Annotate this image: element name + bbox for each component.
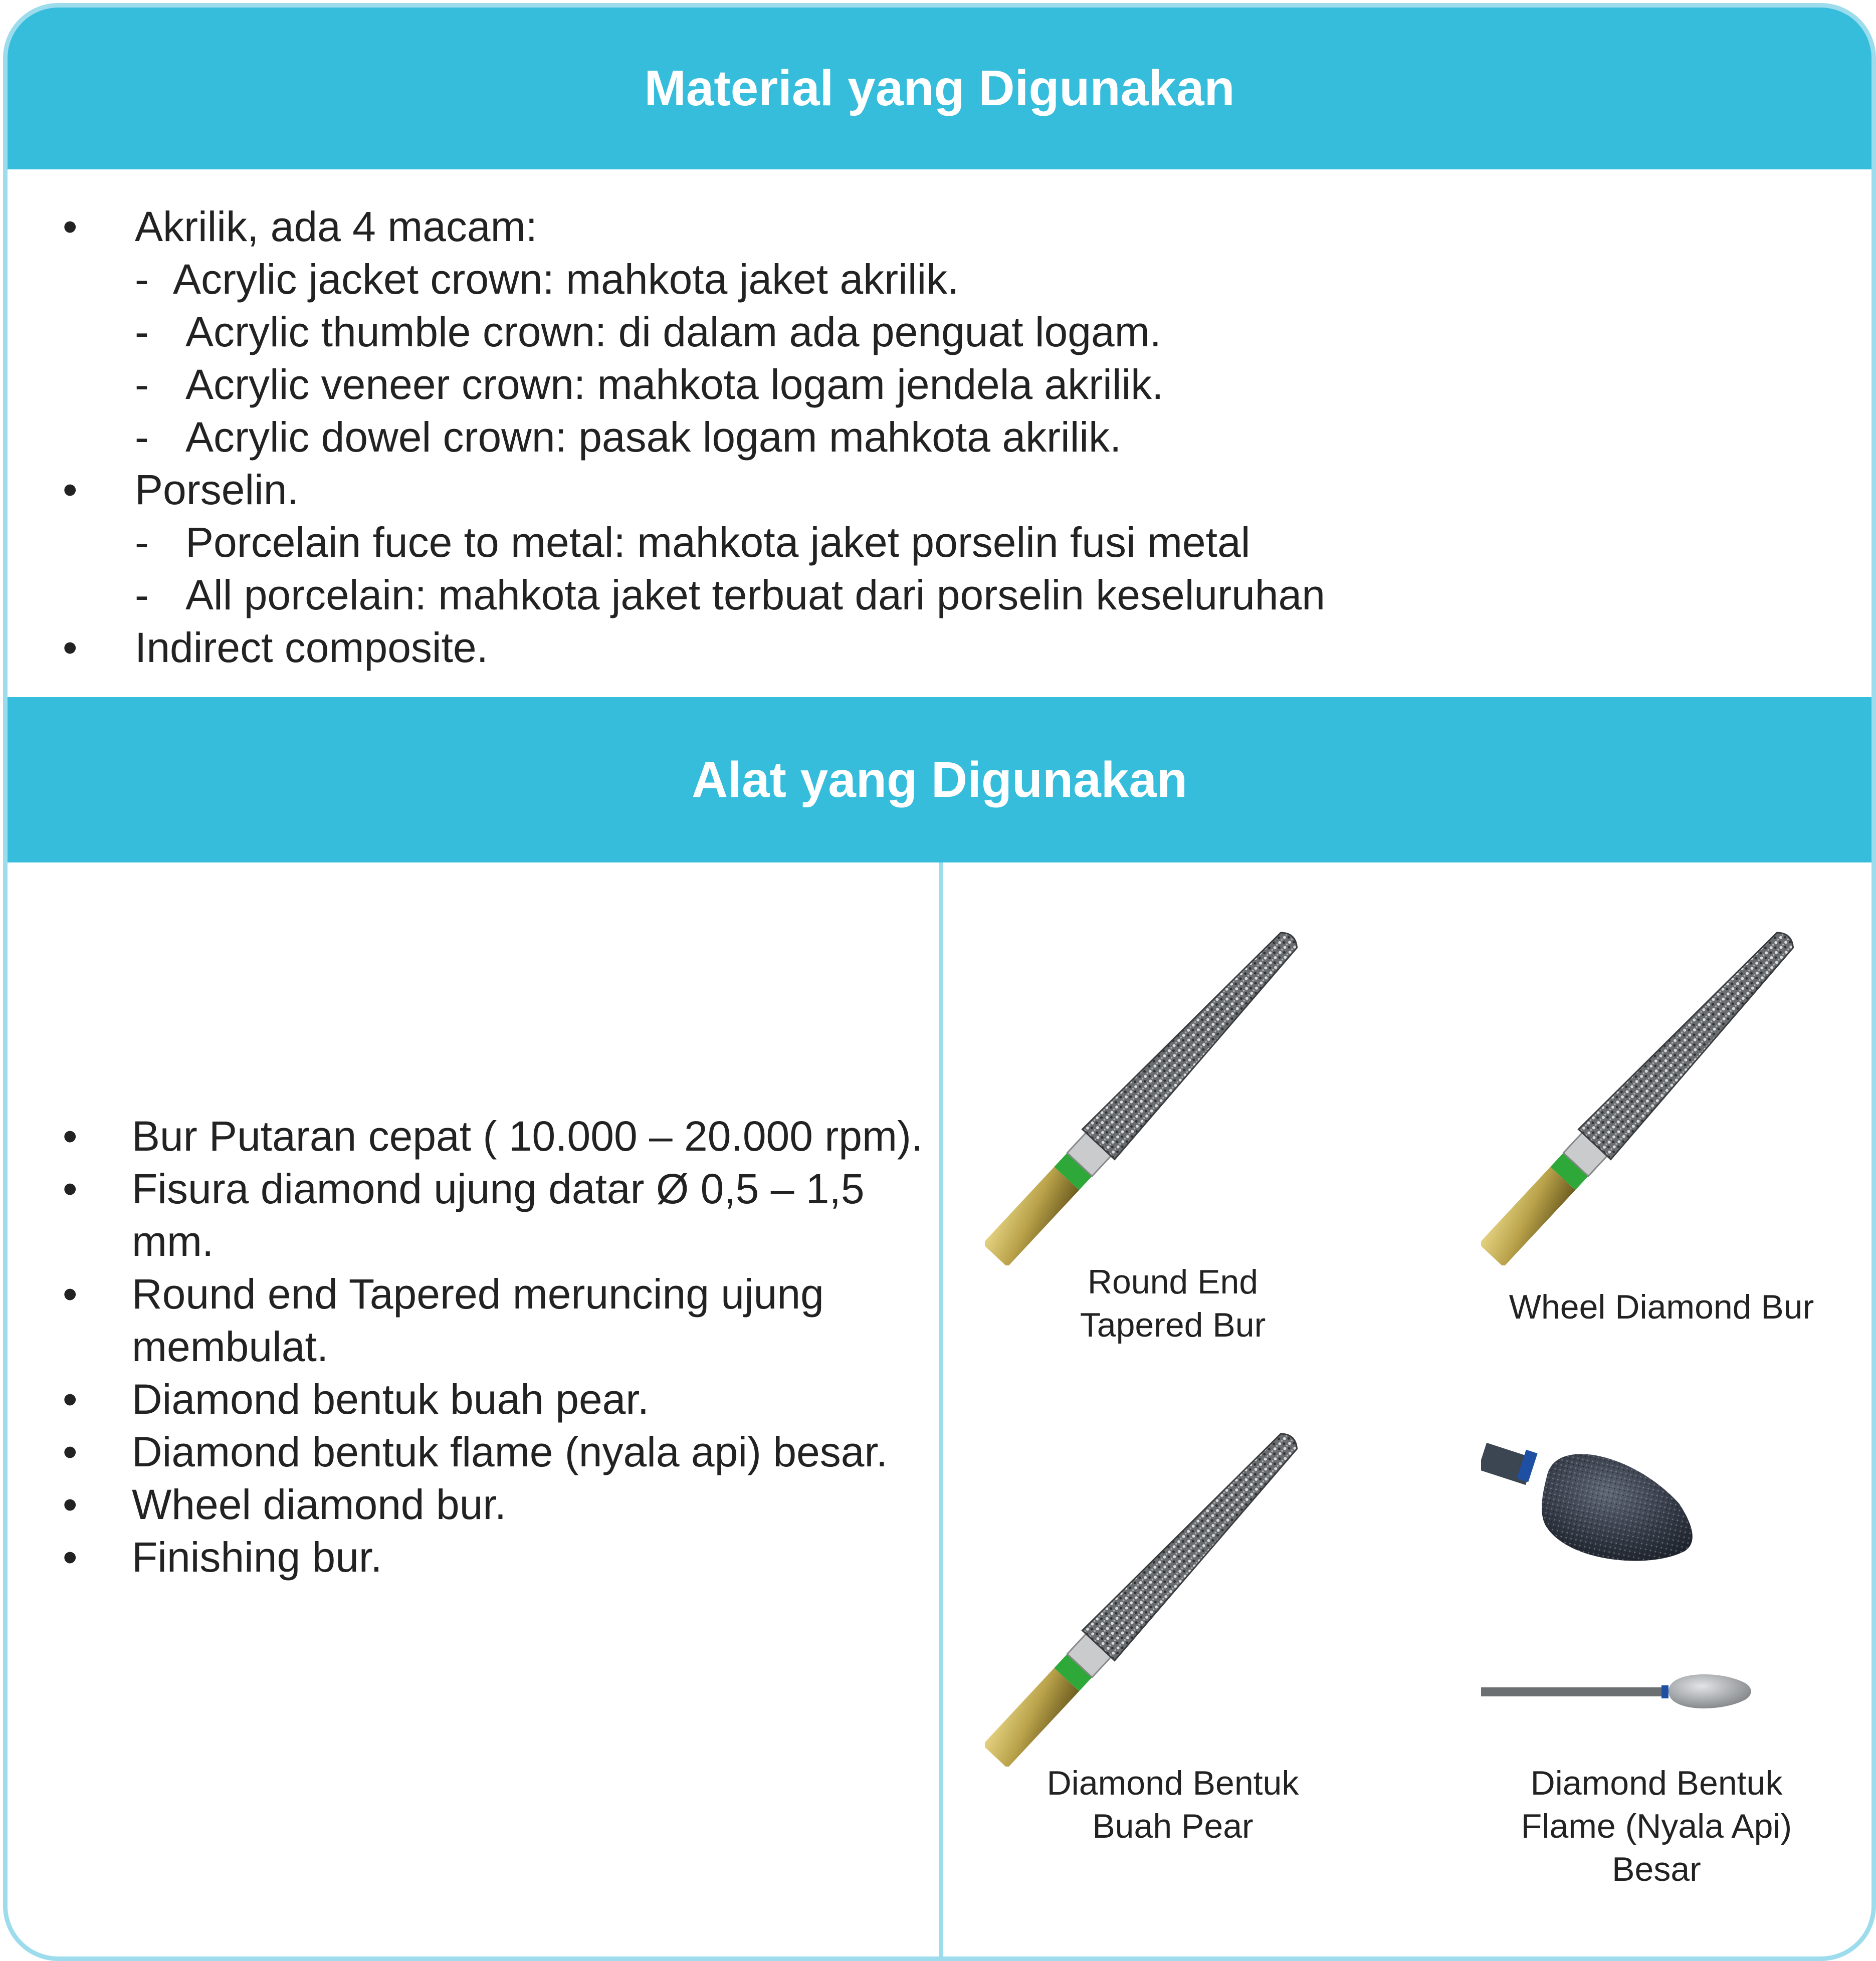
material-title: Material yang Digunakan [644, 60, 1235, 116]
bullet-icon: • [63, 1376, 78, 1423]
material-item: • Porselin. [8, 464, 1862, 516]
bullet-icon: • [63, 1270, 78, 1318]
material-subitem: - Acrylic veneer crown: mahkota logam jendela akrilik. [8, 358, 1862, 411]
material-header [8, 8, 1871, 169]
bullet-icon: • [63, 466, 78, 513]
image-caption: Round End Tapered Bur [1080, 1263, 1266, 1344]
tapered-bur-icon [985, 925, 1336, 1265]
dash-icon: - [135, 571, 149, 618]
alat-item: • Diamond bentuk flame (nyala api) besar. [8, 1426, 930, 1478]
alat-title: Alat yang Digunakan [691, 752, 1188, 808]
alat-item: • Diamond bentuk buah pear. [8, 1373, 930, 1426]
dash-icon: - [135, 308, 149, 355]
material-subitem: - Acrylic thumble crown: di dalam ada penguat logam. [8, 306, 1862, 358]
material-subitem: - Acrylic jacket crown: mahkota jaket akrilik. [8, 253, 1862, 306]
alat-item: • Finishing bur. [8, 1531, 930, 1584]
bullet-icon: • [63, 1481, 78, 1528]
flame-bur-icon [1481, 1426, 1832, 1736]
bullet-icon: • [63, 1113, 78, 1160]
material-subitem: - All porcelain: mahkota jaket terbuat dari porselin keseluruhan [8, 569, 1862, 621]
bullet-icon: • [63, 203, 78, 250]
material-subitem: - Porcelain fuce to metal: mahkota jaket porselin fusi metal [8, 516, 1862, 569]
alat-item: • Wheel diamond bur. [8, 1478, 930, 1531]
dash-icon: - [135, 361, 149, 408]
alat-header [8, 697, 1871, 862]
alat-item: • Fisura diamond ujung datar Ø 0,5 – 1,5 mm. [8, 1163, 930, 1268]
bullet-icon: • [63, 1428, 78, 1475]
info-card [3, 3, 1876, 1961]
bullet-icon: • [63, 1165, 78, 1212]
image-caption: Wheel Diamond Bur [1509, 1288, 1814, 1326]
tapered-bur-icon [985, 1426, 1336, 1767]
tapered-bur-icon [1481, 925, 1832, 1265]
material-list [8, 200, 1862, 674]
bullet-icon: • [63, 1534, 78, 1581]
image-caption: Diamond Bentuk Flame (Nyala Api) Besar [1521, 1764, 1792, 1888]
material-subitem: - Acrylic dowel crown: pasak logam mahkota akrilik. [8, 411, 1862, 464]
column-divider [939, 862, 943, 1961]
image-caption: Diamond Bentuk Buah Pear [1047, 1764, 1299, 1845]
material-item: • Indirect composite. [8, 621, 1862, 674]
dash-icon: - [135, 256, 149, 303]
material-item: • Akrilik, ada 4 macam: [8, 200, 1862, 253]
alat-item: • Round end Tapered meruncing ujung membulat. [8, 1268, 930, 1373]
alat-list [8, 1110, 930, 1584]
alat-item: • Bur Putaran cepat ( 10.000 – 20.000 rpm). [8, 1110, 930, 1163]
bullet-icon: • [63, 624, 78, 671]
dash-icon: - [135, 519, 149, 566]
dash-icon: - [135, 413, 149, 461]
